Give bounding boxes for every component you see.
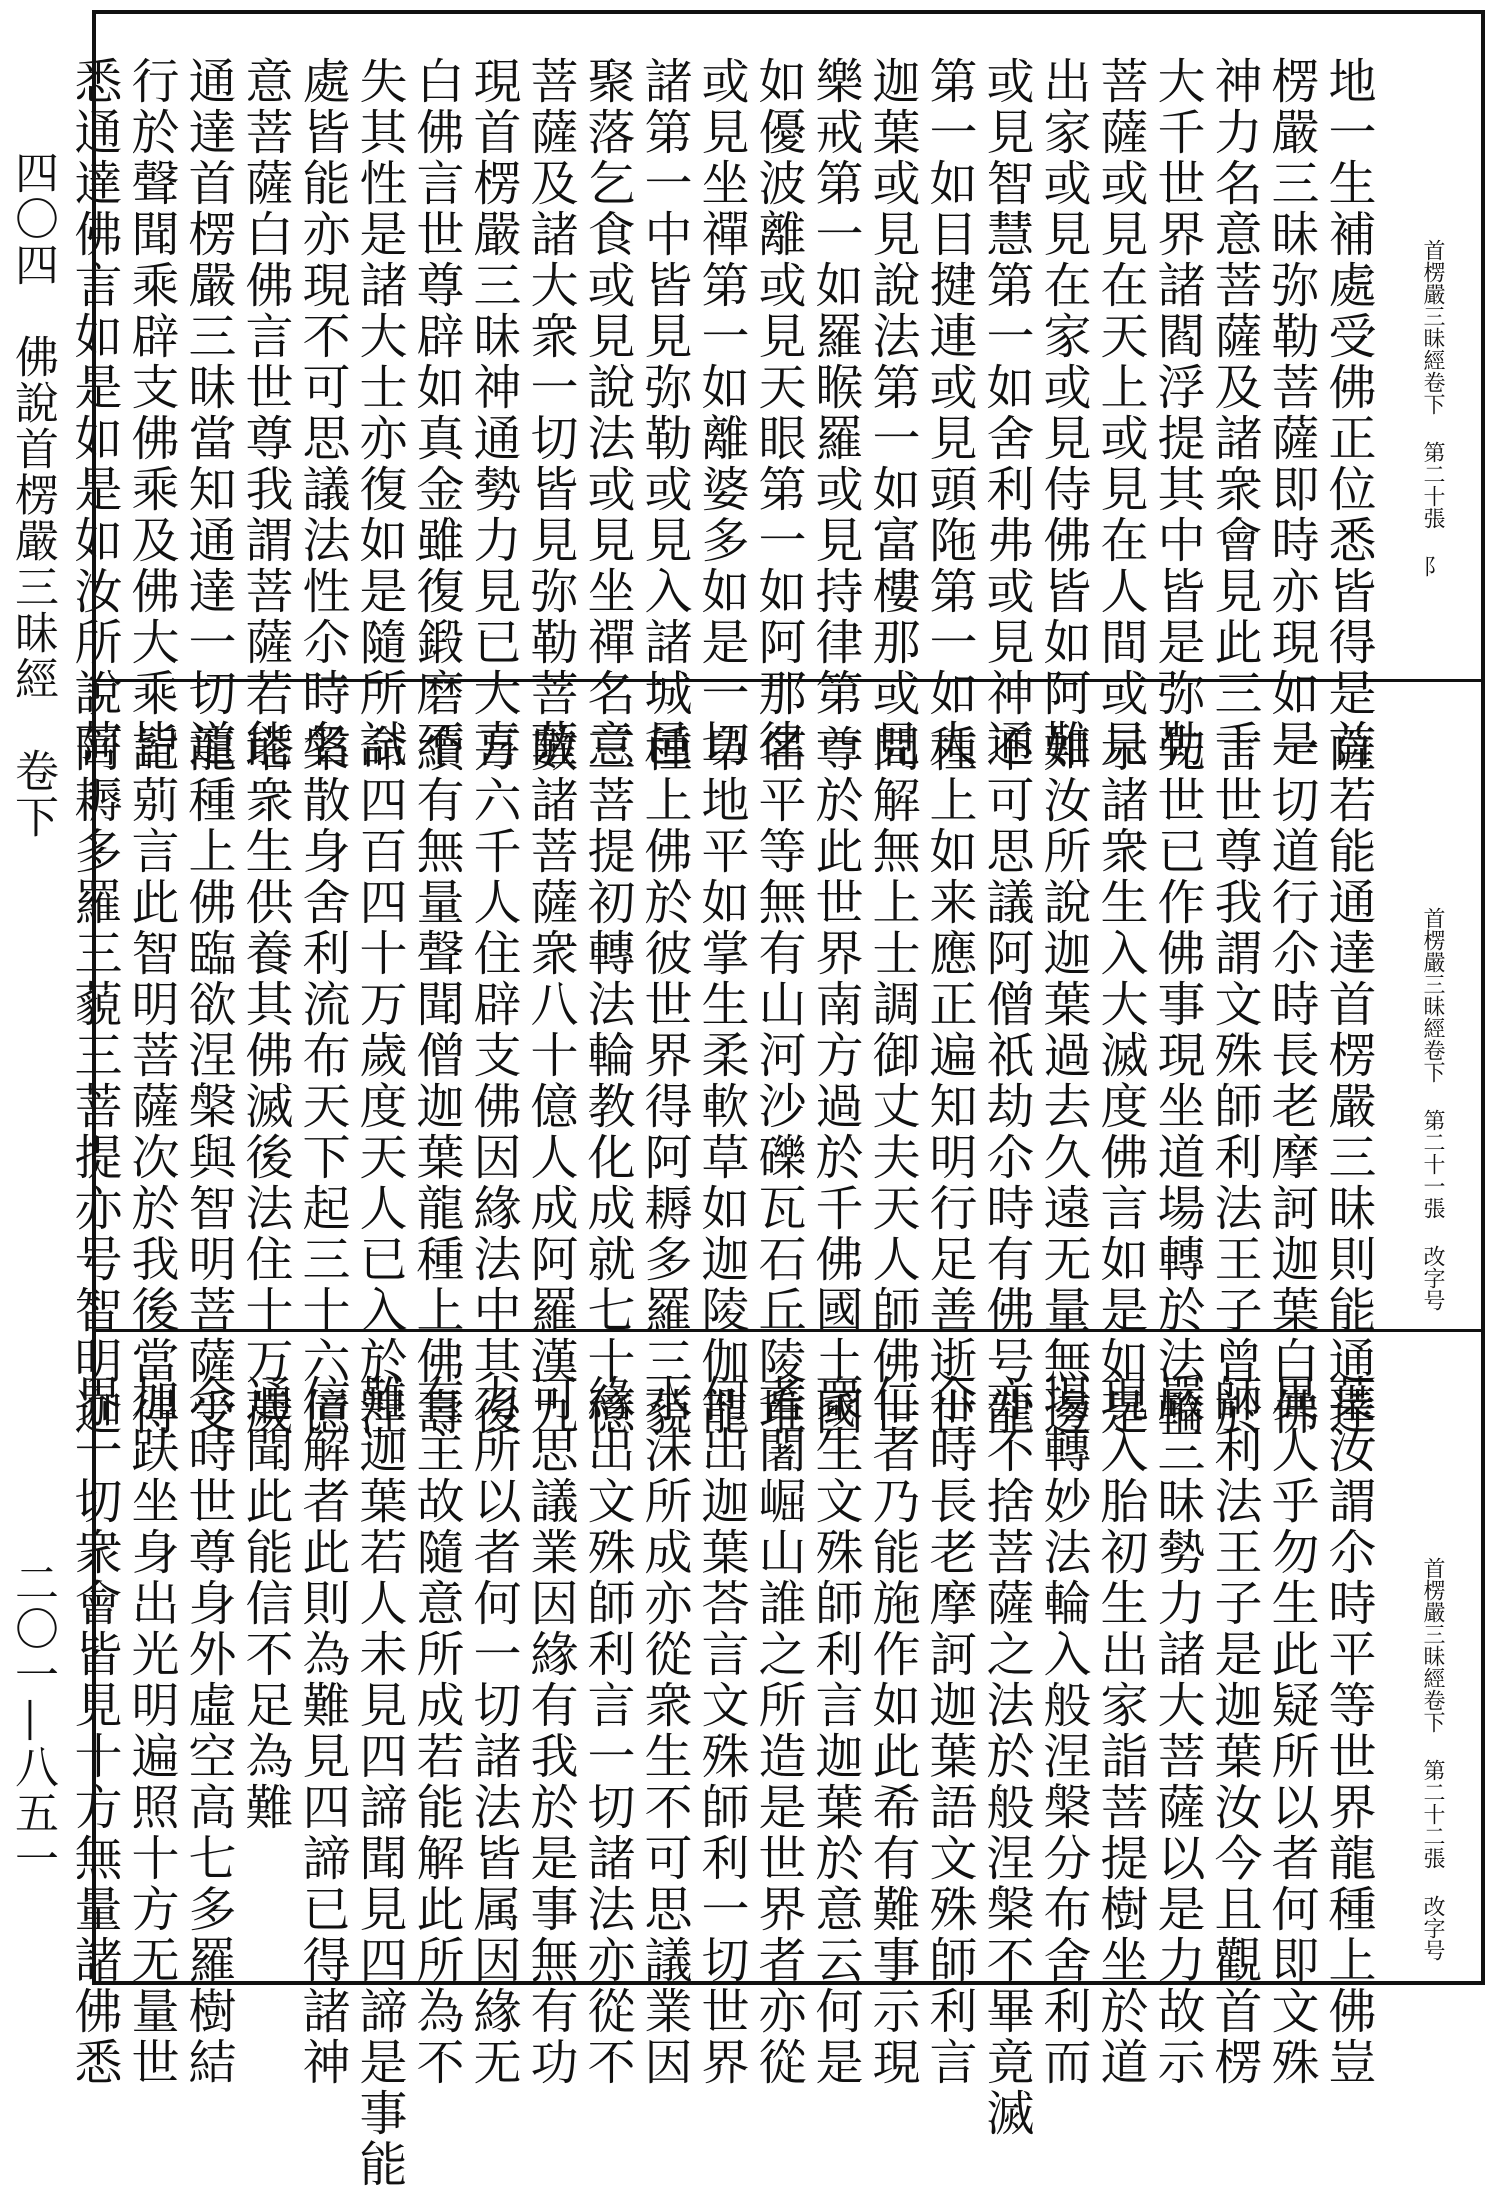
header-title: 首楞嚴三昧經卷下 bbox=[1420, 1557, 1445, 1733]
margin-sutra-title: 四〇四 佛說首楞嚴三昧經 卷下 bbox=[7, 150, 58, 840]
text-column: 可思議業因緣有我於是事無有功 bbox=[522, 1374, 578, 2088]
text-column: 力所以者何一切諸法皆属因緣无 bbox=[465, 1374, 521, 2088]
text-column: 示諸衆生入大滅度佛言如是如是 bbox=[1092, 724, 1148, 1438]
panel-header bbox=[1413, 239, 1447, 577]
text-column: 大千世界諸閻浮提其中皆是弥勒 bbox=[1149, 56, 1205, 770]
text-column: 塔衆生供養其佛滅後法住十万歲 bbox=[237, 724, 293, 1438]
margin-page-number: 二〇一—八五一 bbox=[7, 1560, 58, 1882]
text-column: 緣出文殊師利言一切諸法亦從不 bbox=[579, 1374, 635, 2088]
text-column: 何出迦葉荅言文殊師利一切世界 bbox=[693, 1374, 749, 2088]
text-column: 現首楞嚴三昧神通勢力見已大喜 bbox=[465, 56, 521, 770]
text-column: 行於聲聞乘辟支佛乘及佛大乘皆 bbox=[123, 56, 179, 770]
header-folio: 第二十二張 bbox=[1420, 1759, 1445, 1869]
text-column: 加趺坐身出光明遍照十方无量世 bbox=[123, 1374, 179, 2088]
text-column: 失其性是諸大士亦復如是隨所試 bbox=[351, 56, 407, 770]
text-block bbox=[66, 724, 1376, 1438]
panel-header bbox=[1413, 1557, 1447, 1961]
text-column: 尒時世尊身外虛空高七多羅樹結 bbox=[180, 1374, 236, 2088]
text-column: 如優波離或見天眼第一如阿那律 bbox=[750, 56, 806, 770]
text-column: 三菩提初轉法輪教化成就七十億 bbox=[579, 724, 635, 1438]
text-column: 菩薩及諸大衆一切皆見弥勒菩薩 bbox=[522, 56, 578, 770]
text-column: 白佛言世尊辟如真金雖復鍛磨不 bbox=[408, 56, 464, 770]
text-block bbox=[66, 1374, 1376, 2190]
text-column: 耆闍崛山誰之所造是世界者亦從 bbox=[750, 1374, 806, 2088]
text-column: 第一如目揵連或見頭陁第一如大 bbox=[921, 56, 977, 770]
header-mark: 改字号 bbox=[1420, 1245, 1445, 1311]
text-column: 衆生文殊師利言迦葉於意云何是 bbox=[807, 1374, 863, 2088]
panel-middle bbox=[66, 679, 1481, 1438]
panel-bottom bbox=[66, 1329, 1481, 2190]
text-column: 言世尊我謂文殊師利法王子曾於 bbox=[1206, 724, 1262, 1438]
text-column: 悉通達佛言如是如是如汝所說菩 bbox=[66, 56, 122, 770]
panel-top bbox=[66, 14, 1481, 770]
text-column: 聚落乞食或見說法或見坐禪名意 bbox=[579, 56, 635, 770]
text-column: 師利法王子是迦葉汝今且觀首楞 bbox=[1206, 1374, 1262, 2088]
text-column: 命四百四十万歲度天人已入於涅 bbox=[351, 724, 407, 1438]
text-column: 如汝所說迦葉過去久遠无量無邊 bbox=[1035, 724, 1091, 1438]
text-column: 現入胎初生出家詣菩提樹坐於道 bbox=[1092, 1374, 1148, 2088]
header-folio: 第二十張 bbox=[1420, 441, 1445, 529]
text-column: 神力名意菩薩及諸衆會見此三千 bbox=[1206, 56, 1262, 770]
text-column: 仁者乃能施作如此希有難事示現 bbox=[864, 1374, 920, 2088]
text-column: 處皆能亦現不可思議法性尒時名 bbox=[294, 56, 350, 770]
text-column: 出家或見在家或見侍佛皆如阿難 bbox=[1035, 56, 1091, 770]
text-column: 阜地平如掌生柔軟草如迦陵伽龍 bbox=[693, 724, 749, 1438]
text-column: 信解者此則為難見四諦已得諸神 bbox=[294, 1374, 350, 2088]
text-column: 先世已作佛事現坐道場轉於法輪 bbox=[1149, 724, 1205, 1438]
text-column: 葉汝謂尒時平等世界龍種上佛豈 bbox=[1320, 1374, 1376, 2088]
text-column: 嚴三昧勢力諸大菩薩以是力故示 bbox=[1149, 1374, 1205, 2088]
text-column: 界一切衆會皆見十方無量諸佛悉 bbox=[66, 1374, 122, 2088]
text-column: 尊於此世界南方過於千佛國土國 bbox=[807, 724, 863, 1438]
text-column: 槃散身舍利流布天下起三十六億 bbox=[294, 724, 350, 1438]
text-column: 龍種上佛臨欲涅槃與智明菩薩受 bbox=[180, 724, 236, 1438]
text-column: 不可思議阿僧祇劫尒時有佛号龍 bbox=[978, 724, 1034, 1438]
text-block bbox=[66, 56, 1376, 770]
text-column: 意菩薩白佛言世尊我謂菩薩若能 bbox=[237, 56, 293, 770]
header-folio: 第二十一張 bbox=[1420, 1109, 1445, 1219]
header-title: 首楞嚴三昧經卷下 bbox=[1420, 907, 1445, 1083]
text-column: 水沫所成亦從衆生不可思議業因 bbox=[636, 1374, 692, 2088]
header-title: 首楞嚴三昧經卷下 bbox=[1420, 239, 1445, 415]
text-column: 場轉妙法輪入般涅槃分布舍利而 bbox=[1035, 1374, 1091, 2088]
text-column: 有主故隨意所成若能解此所為不 bbox=[408, 1374, 464, 2088]
text-column: 楞嚴三昧弥勒菩薩即時亦現如是 bbox=[1263, 56, 1319, 770]
page-frame bbox=[66, 10, 1485, 2190]
header-mark: 改字号 bbox=[1420, 1895, 1445, 1961]
text-column: 薩若能通達首楞嚴三昧則能通達 bbox=[1320, 724, 1376, 1438]
text-column: 名平等無有山河沙礫瓦石丘陵堆 bbox=[750, 724, 806, 1438]
text-column: 万六千人住辟支佛因緣法中其後 bbox=[465, 724, 521, 1438]
text-column: 迦葉或見說法第一如富樓那或見 bbox=[864, 56, 920, 770]
text-column: 或見智慧第一如舍利弗或見神通 bbox=[978, 56, 1034, 770]
text-column: 數諸菩薩衆八十億人成阿羅漢九 bbox=[522, 724, 578, 1438]
text-column: 一切道行尒時長老摩訶迦葉白佛 bbox=[1263, 724, 1319, 1438]
header-mark: 阝 bbox=[1420, 555, 1445, 577]
text-column: 間解無上士調御丈夫天人師佛世 bbox=[864, 724, 920, 1438]
text-column: 記莂言此智明菩薩次於我後當得 bbox=[123, 724, 179, 1438]
text-column: 續有無量聲聞僧迦葉龍種上佛壽 bbox=[408, 724, 464, 1438]
text-column: 或見坐禪第一如離婆多如是一切 bbox=[693, 56, 749, 770]
text-column: 通達首楞嚴三昧當知通達一切道 bbox=[180, 56, 236, 770]
text-column: 種上佛於彼世界得阿耨多羅三藐 bbox=[636, 724, 692, 1438]
text-column: 阿耨多羅三藐三菩提亦号智明迦 bbox=[66, 724, 122, 1438]
text-column: 諸第一中皆見弥勒或見入諸城邑 bbox=[636, 56, 692, 770]
text-column: 難迦葉若人未見四諦聞見四諦是事能 bbox=[351, 1374, 407, 2190]
text-column: 尒時長老摩訶迦葉語文殊師利言 bbox=[921, 1374, 977, 2088]
text-column: 異人乎勿生此疑所以者何即文殊 bbox=[1263, 1374, 1319, 2088]
panel-header bbox=[1413, 907, 1447, 1311]
text-column: 樂戒第一如羅睺羅或見持律第一 bbox=[807, 56, 863, 770]
text-column: 地一生補處受佛正位悉皆得是首 bbox=[1320, 56, 1376, 770]
text-column: 通聞此能信不足為難 bbox=[237, 1374, 293, 1833]
text-column: 菩薩或見在天上或見在人間或見 bbox=[1092, 56, 1148, 770]
text-column: 亦不捨菩薩之法於般涅槃不畢竟滅 bbox=[978, 1374, 1034, 2139]
text-column: 種上如来應正遍知明行足善逝世 bbox=[921, 724, 977, 1438]
